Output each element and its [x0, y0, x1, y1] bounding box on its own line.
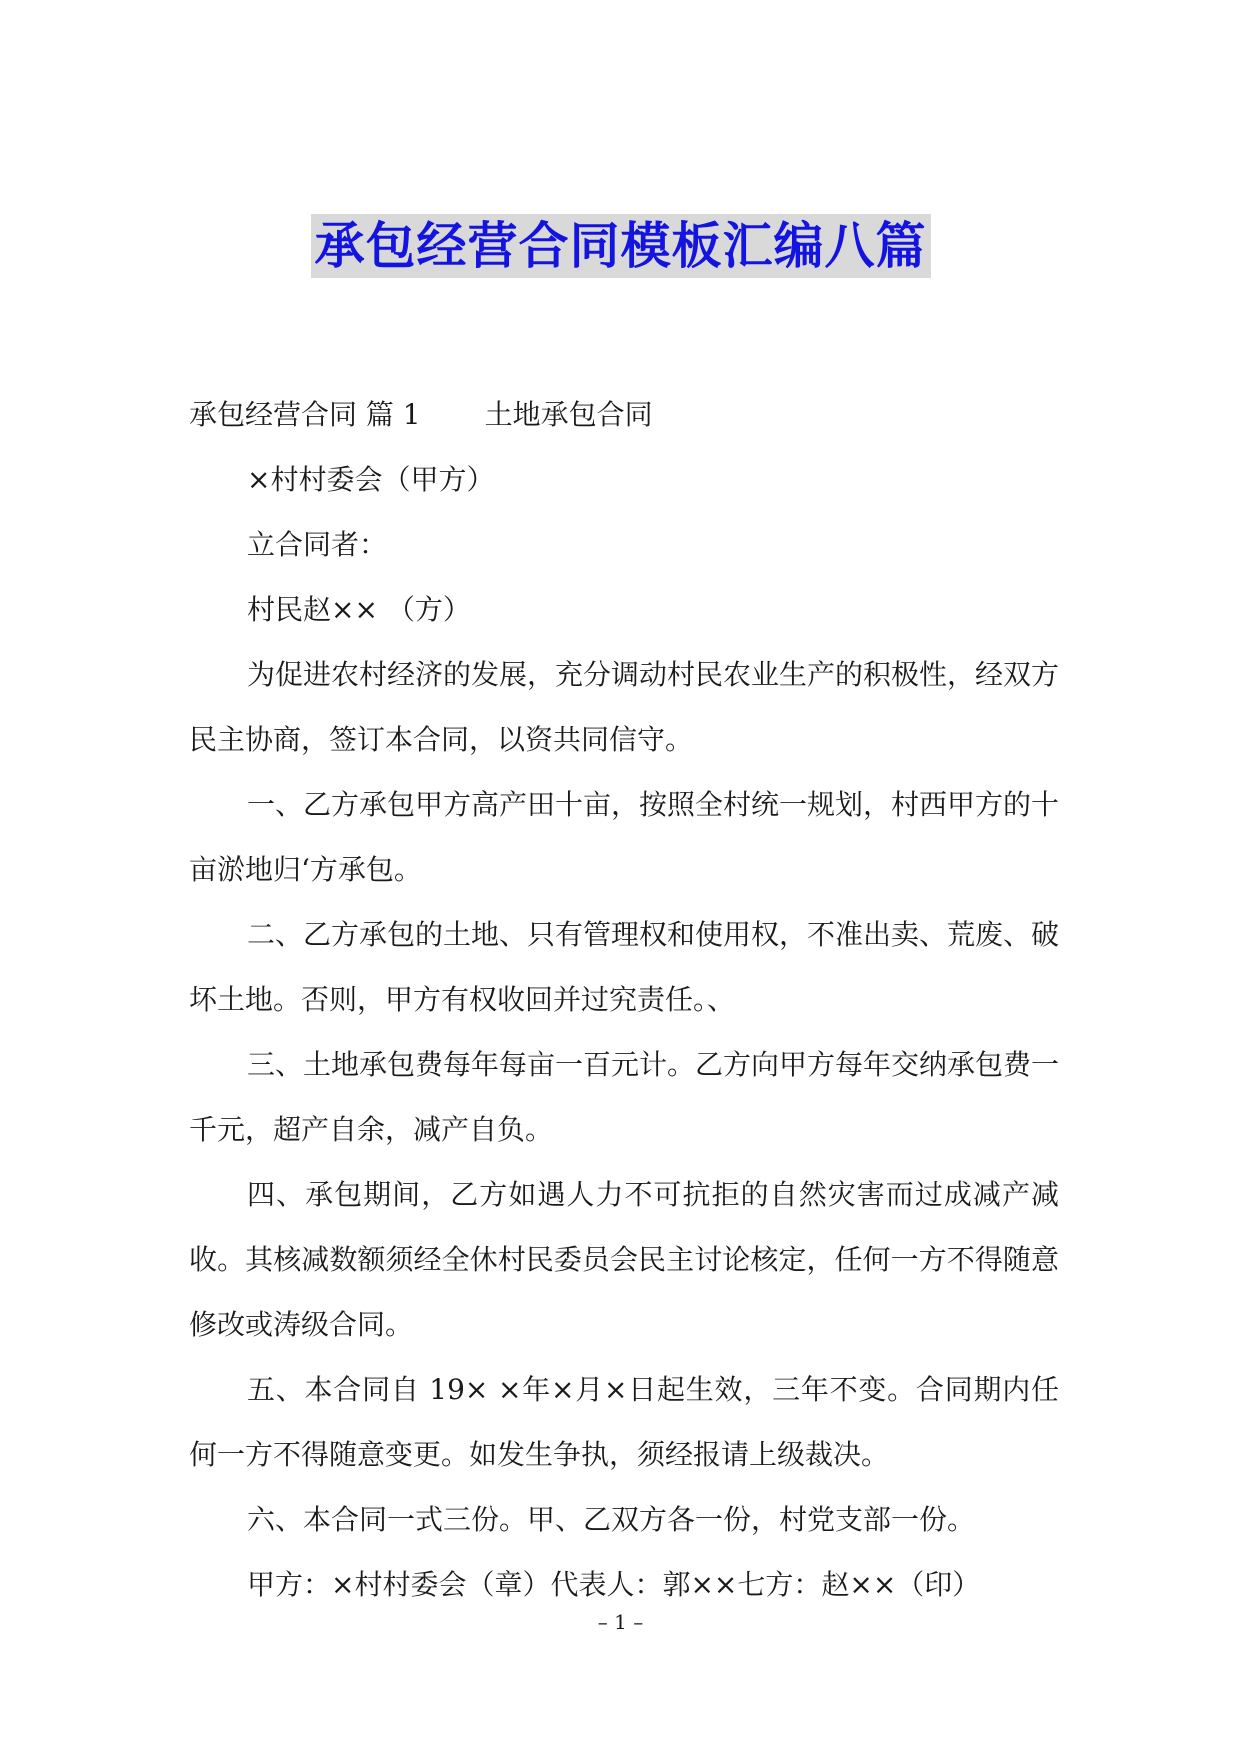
section-heading [189, 382, 1059, 447]
paragraph-party-b: 村民赵×× （方） [247, 593, 471, 626]
paragraph-signatures: 甲方：×村村委会（章）代表人：郭××七方：赵××（印） [247, 1568, 981, 1601]
title-container [0, 214, 1241, 278]
paragraph-clause-1: 一、乙方承包甲方高产田十亩，按照全村统一规划，村西甲方的十亩淤地归‘方承包。 [189, 788, 1060, 886]
paragraph-clause-6: 六、本合同一式三份。甲、乙双方各一份，村党支部一份。 [247, 1503, 976, 1536]
paragraph-preamble: 为促进农村经济的发展，充分调动村民农业生产的积极性，经双方民主协商，签订本合同，以资共同信守。 [189, 658, 1060, 756]
paragraph-party-a: ×村村委会（甲方） [247, 463, 495, 496]
document-title: 承包经营合同模板汇编八篇 [311, 214, 931, 278]
paragraph-clause-3: 三、土地承包费每年每亩一百元计。乙方向甲方每年交纳承包费一千元，超产自余，减产自负。 [189, 1048, 1060, 1146]
paragraph-clause-4: 四、承包期间，乙方如遇人力不可抗拒的自然灾害而过成减产减收。其核减数额须经全休村民委员会民主讨论核定，任何一方不得随意修改或涛级合同。 [189, 1178, 1059, 1341]
paragraph-clause-2: 二、乙方承包的土地、只有管理权和使用权，不准出卖、荒废、破坏土地。否则，甲方有权收回并过究责任。、 [189, 918, 1060, 1016]
paragraph-contract-maker: 立合同者： [247, 528, 388, 561]
paragraph-clause-5: 五、本合同自 19× ×年×月×日起生效，三年不变。合同期内任何一方不得随意变更。如发生争执，须经报请上级裁决。 [189, 1373, 1059, 1471]
section-heading-part1: 承包经营合同 篇 1 [189, 398, 421, 431]
document-body [189, 382, 1059, 1617]
section-heading-part2: 土地承包合同 [484, 398, 653, 431]
page-number: – 1 – [597, 1610, 644, 1634]
